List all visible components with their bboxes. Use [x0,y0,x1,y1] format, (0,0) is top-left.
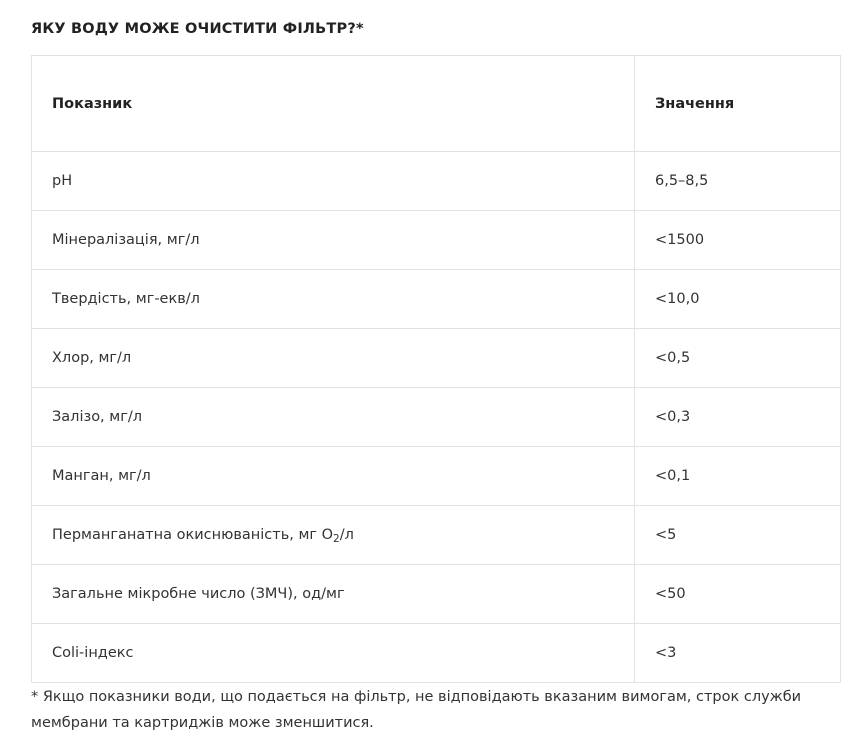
value-cell: <50 [635,565,841,624]
value-cell: <0,1 [635,447,841,506]
parameter-text: Перманганатна окиснюваність, мг O [52,527,334,543]
parameter-cell: Мінералізація, мг/л [32,211,635,270]
table-header-row [32,56,841,152]
value-cell: <0,3 [635,388,841,447]
table-row [32,329,841,388]
parameter-cell: Загальне мікробне число (ЗМЧ), од/мг [32,565,635,624]
footnote: * Якщо показники води, що подається на фільтр, не відповідають вказаним вимогам, строк служби мембрани та картриджів може зменшитися. [31,689,802,731]
parameter-unit: /л [339,527,354,543]
parameter-cell: Твердість, мг-екв/л [32,270,635,329]
table-row [32,388,841,447]
table-row [32,624,841,683]
parameter-subscript: 2 [333,533,340,545]
section-heading: ЯКУ ВОДУ МОЖЕ ОЧИСТИТИ ФІЛЬТР?* [31,21,364,37]
value-cell: 6,5–8,5 [635,152,841,211]
parameter-cell: pH [32,152,635,211]
value-cell: <5 [635,506,841,565]
table-row [32,447,841,506]
value-cell: <1500 [635,211,841,270]
parameter-cell: Хлор, мг/л [32,329,635,388]
parameter-cell: Манган, мг/л [32,447,635,506]
parameter-cell [32,506,635,565]
value-cell: <10,0 [635,270,841,329]
water-parameters-table [31,55,841,683]
parameter-cell: Залізо, мг/л [32,388,635,447]
table-row [32,565,841,624]
parameter-cell: Coli-індекс [32,624,635,683]
table-row [32,152,841,211]
column-header-value: Значення [635,56,841,152]
table-row [32,211,841,270]
value-cell: <3 [635,624,841,683]
table-row [32,270,841,329]
value-cell: <0,5 [635,329,841,388]
table-row [32,506,841,565]
column-header-parameter: Показник [32,56,635,152]
